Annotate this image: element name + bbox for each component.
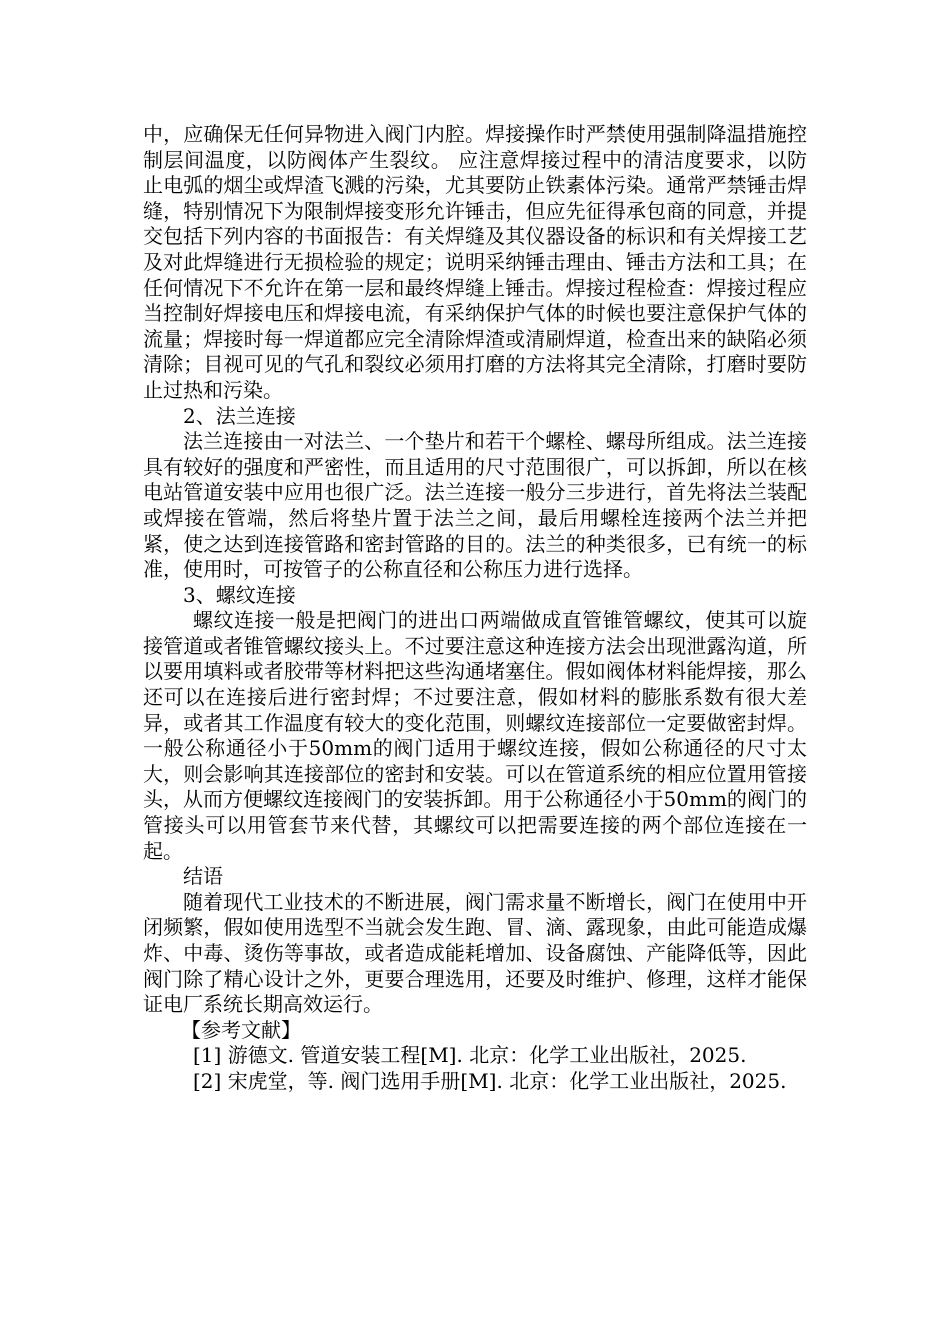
- section-heading-thread: 3、螺纹连接: [183, 582, 296, 607]
- references-title: 【参考文献】: [181, 1017, 301, 1042]
- paragraph-thread: 螺纹连接一般是把阀门的进出口两端做成直管锥管螺纹，使其可以旋接管道或者锥管螺纹接头上。不过要注意这种连接方法会出现泄露沟道，所以要用填料或者胶带等材料把这些沟通堵塞住。假如阀体材料能焊接，那么还可以在连接后进行密封焊；不过要注意，假如材料的膨胀系数有很大差异，或者其工作温度有较大的变化范围，则螺纹连接部位一定要做密封焊。一般公称通径小于50mm的阀门适用于螺纹连接，假如公称通径的尺寸太大，则会影响其连接部位的密封和安装。可以在管道系统的相应位置用管接头，从而方便螺纹连接阀门的安装拆卸。用于公称通径小于50mm的阀门的管接头可以用管套节来代替，其螺纹可以把需要连接的两个部位连接在一起。: [143, 608, 807, 863]
- section-heading-flange: 2、法兰连接: [183, 403, 296, 428]
- paragraph-flange: 法兰连接由一对法兰、一个垫片和若干个螺栓、螺母所组成。法兰连接具有较好的强度和严密性，而且适用的尺寸范围很广，可以拆卸，所以在核电站管道安装中应用也很广泛。法兰连接一般分三步进行，首先将法兰装配或焊接在管端，然后将垫片置于法兰之间，最后用螺栓连接两个法兰并把紧，使之达到连接管路和密封管路的目的。法兰的种类很多，已有统一的标准，使用时，可按管子的公称直径和公称压力进行选择。: [143, 429, 807, 582]
- reference-item-1: [1] 游德文. 管道安装工程[M]. 北京：化学工业出版社，2025.: [193, 1043, 747, 1068]
- document-page: [143, 122, 807, 1095]
- section-heading-conclusion: 结语: [183, 864, 223, 889]
- paragraph-conclusion: 随着现代工业技术的不断进展，阀门需求量不断增长，阀门在使用中开闭频繁，假如使用选型不当就会发生跑、冒、滴、露现象，由此可能造成爆炸、中毒、烫伤等事故，或者造成能耗增加、设备腐蚀、产能降低等，因此阀门除了精心设计之外，更要合理选用，还要及时维护、修理，这样才能保证电厂系统长期高效运行。: [143, 889, 807, 1017]
- paragraph-welding: 中，应确保无任何异物进入阀门内腔。焊接操作时严禁使用强制降温措施控制层间温度，以防阀体产生裂纹。 应注意焊接过程中的清洁度要求，以防止电弧的烟尘或焊渣飞溅的污染，尤其要防止铁素体污染。通常严禁锤击焊缝，特别情况下为限制焊接变形允许锤击，但应先征得承包商的同意，并提交包括下列内容的书面报告：有关焊缝及其仪器设备的标识和有关焊接工艺及对此焊缝进行无损检验的规定；说明采纳锤击理由、锤击方法和工具；在任何情况下不允许在第一层和最终焊缝上锤击。焊接过程检查：焊接过程应当控制好焊接电压和焊接电流，有采纳保护气体的时候也要注意保护气体的流量；焊接时每一焊道都应完全清除焊渣或清刷焊道，检查出来的缺陷必须清除；目视可见的气孔和裂纹必须用打磨的方法将其完全清除，打磨时要防止过热和污染。: [143, 122, 807, 402]
- reference-item-2: [2] 宋虎堂，等. 阀门选用手册[M]. 北京：化学工业出版社，2025.: [193, 1068, 787, 1093]
